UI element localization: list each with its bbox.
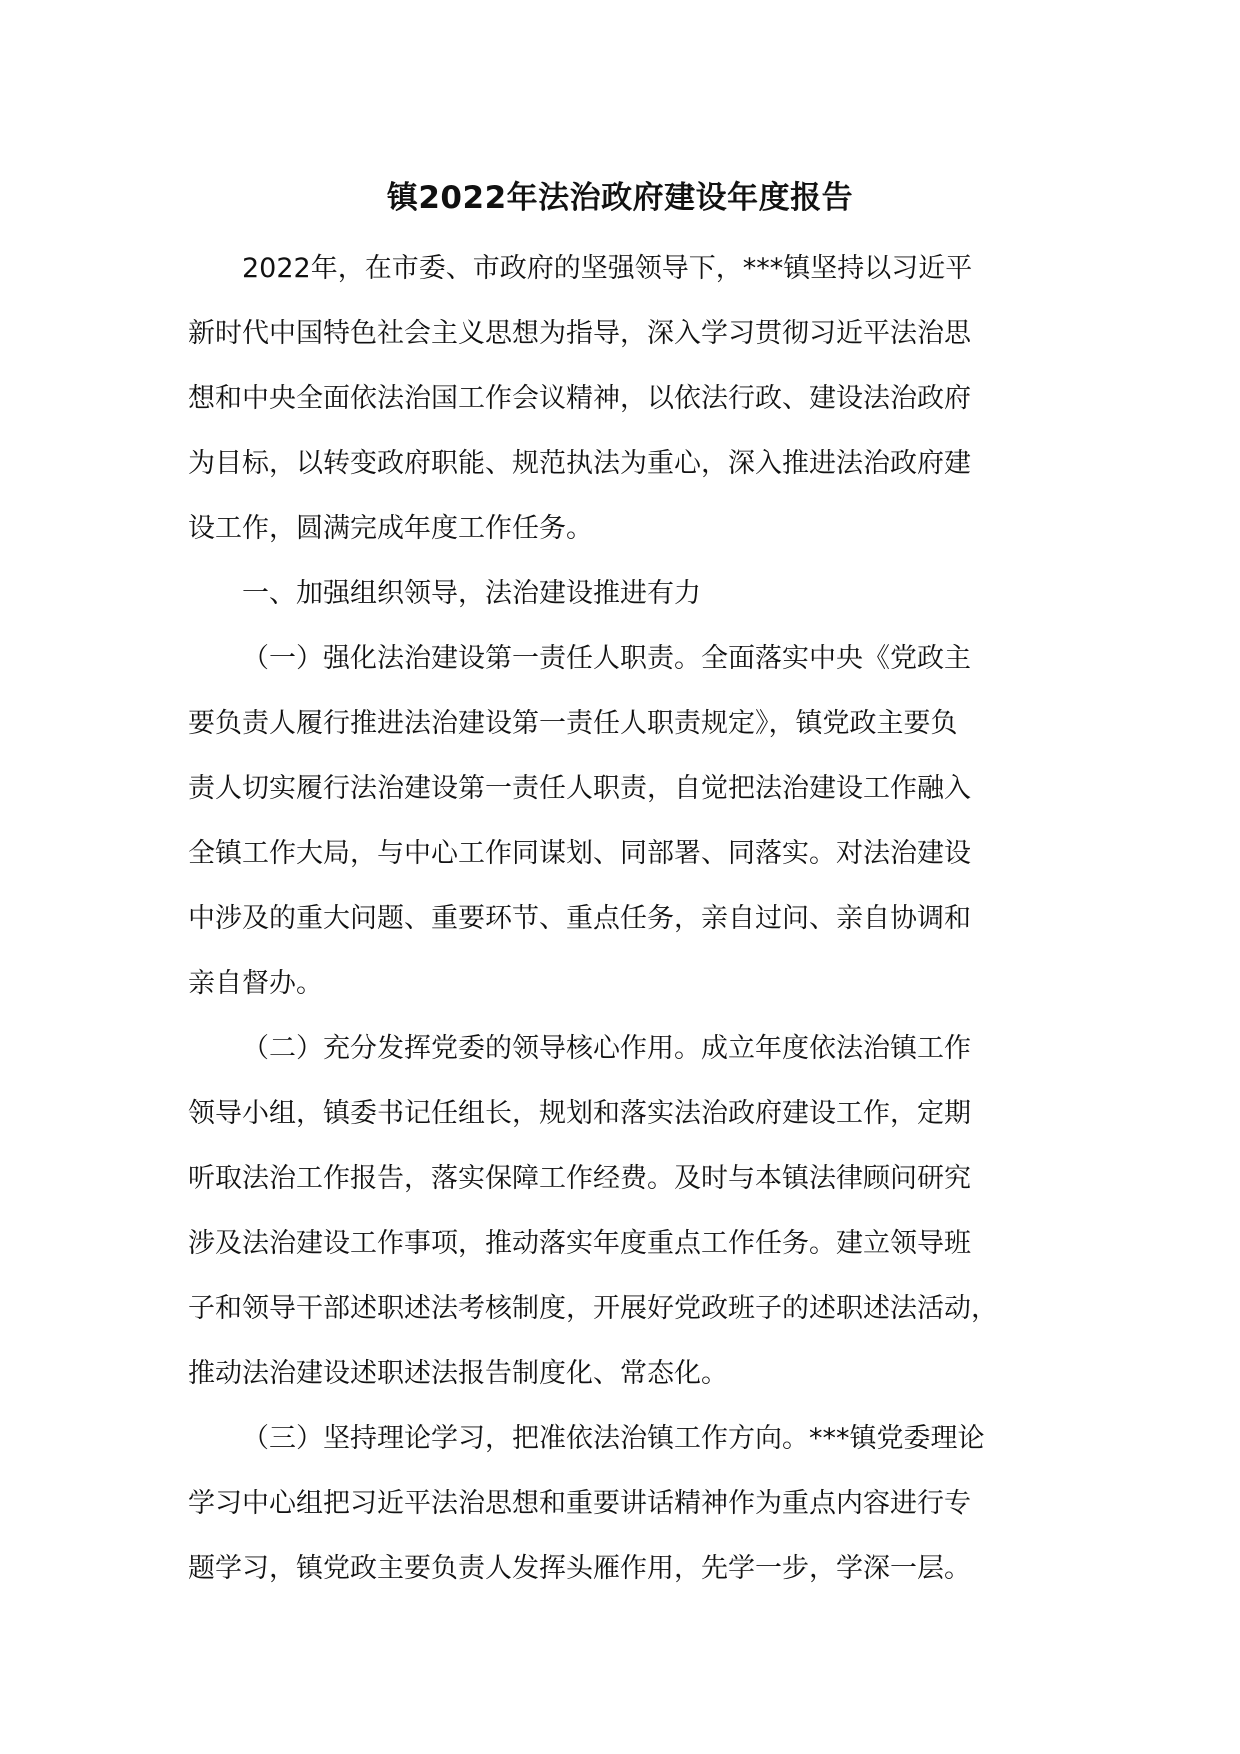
- text-line: 中涉及的重大问题、重要环节、重点任务，亲自过问、亲自协调和: [188, 903, 971, 934]
- item-paragraph: [188, 1406, 1056, 1601]
- text-line: 2022年，在市委、市政府的坚强领导下，***镇坚持以习近平: [242, 253, 973, 284]
- text-line: 涉及法治建设工作事项，推动落实年度重点工作任务。建立领导班: [188, 1228, 971, 1259]
- text-line: 要负责人履行推进法治建设第一责任人职责规定》，镇党政主要负: [188, 708, 958, 739]
- text-line: （一）强化法治建设第一责任人职责。全面落实中央《党政主: [242, 643, 971, 674]
- text-line: 听取法治工作报告，落实保障工作经费。及时与本镇法律顾问研究: [188, 1163, 971, 1194]
- intro-paragraph: [188, 236, 1056, 561]
- text-line: 亲自督办。: [188, 968, 323, 999]
- text-line: 为目标，以转变政府职能、规范执法为重心，深入推进法治政府建: [188, 448, 971, 479]
- text-line: 全镇工作大局，与中心工作同谋划、同部署、同落实。对法治建设: [188, 838, 971, 869]
- document-body: [188, 236, 1056, 1601]
- text-line: 想和中央全面依法治国工作会议精神，以依法行政、建设法治政府: [188, 383, 971, 414]
- text-line: （三）坚持理论学习，把准依法治镇工作方向。***镇党委理论: [242, 1423, 985, 1454]
- item-paragraph: [188, 1016, 1056, 1406]
- text-line: 一、加强组织领导，法治建设推进有力: [242, 578, 701, 609]
- text-line: 子和领导干部述职述法考核制度，开展好党政班子的述职述法活动，: [188, 1293, 998, 1324]
- document-title: 镇2022年法治政府建设年度报告: [386, 180, 854, 216]
- text-line: 推动法治建设述职述法报告制度化、常态化。: [188, 1358, 728, 1389]
- text-line: 设工作，圆满完成年度工作任务。: [188, 513, 593, 544]
- text-line: 责人切实履行法治建设第一责任人职责，自觉把法治建设工作融入: [188, 773, 971, 804]
- text-line: 学习中心组把习近平法治思想和重要讲话精神作为重点内容进行专: [188, 1488, 971, 1519]
- text-line: 新时代中国特色社会主义思想为指导，深入学习贯彻习近平法治思: [188, 318, 971, 349]
- text-line: （二）充分发挥党委的领导核心作用。成立年度依法治镇工作: [242, 1033, 971, 1064]
- text-line: 题学习，镇党政主要负责人发挥头雁作用，先学一步，学深一层。: [188, 1553, 971, 1584]
- item-paragraph: [188, 626, 1056, 1016]
- section-heading: [188, 561, 1056, 626]
- text-line: 领导小组，镇委书记任组长，规划和落实法治政府建设工作，定期: [188, 1098, 971, 1129]
